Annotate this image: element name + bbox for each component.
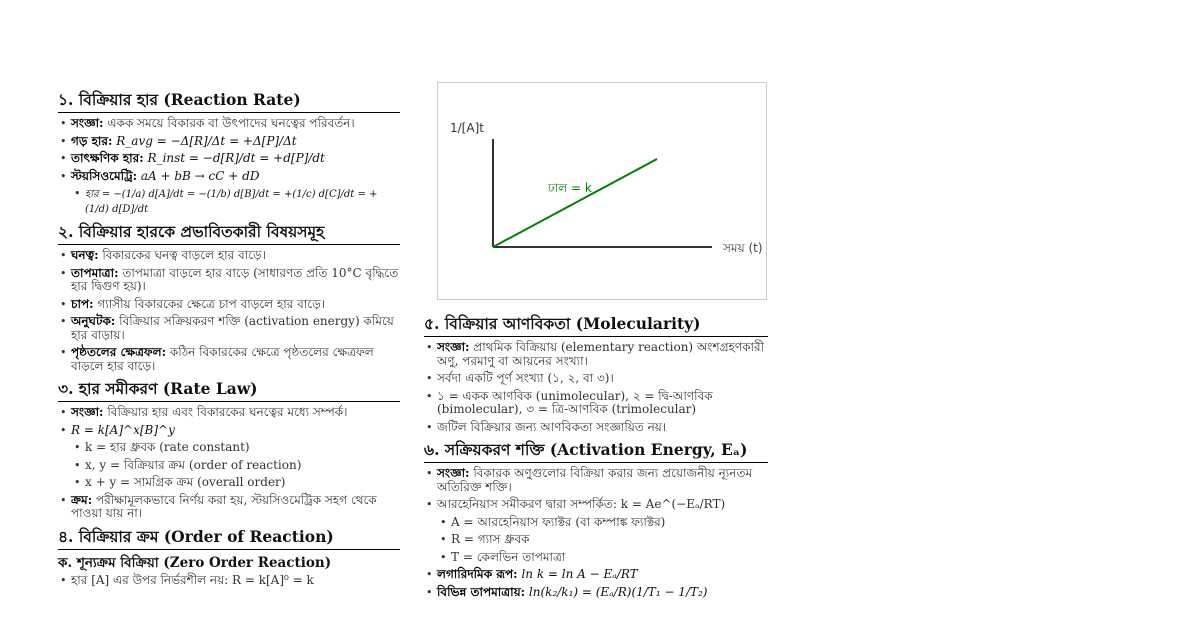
list-item: • সংজ্ঞা: একক সময়ে বিকারক বা উৎপাদের ঘনত্বের পরিবর্তন। [58,117,400,131]
list-item: • ক্রম: পরীক্ষামূলকভাবে নির্ণয় করা হয়, স্টয়সিওমেট্রিক সহগ থেকে পাওয়া যায় না। [58,494,400,521]
list-item: • সংজ্ঞা: বিক্রিয়ার হার এবং বিকারকের ঘনত্বের মধ্যে সম্পর্ক। [58,406,400,420]
y-axis-label: 1/[A]t [450,121,484,135]
section-title: ১. বিক্রিয়ার হার (Reaction Rate) [58,90,400,113]
section-title: ৫. বিক্রিয়ার আণবিকতা (Molecularity) [424,314,768,337]
section-title: ২. বিক্রিয়ার হারকে প্রভাবিতকারী বিষয়সমূহ [58,222,400,245]
bullet-list [58,117,400,216]
section-molecularity [424,314,768,434]
list-item: • লগারিদমিক রূপ: ln k = ln A − Eₐ/RT [424,568,768,582]
list-item: • অনুঘটক: বিক্রিয়ার সক্রিয়করণ শক্তি (activation energy) কমিয়ে হার বাড়ায়। [58,315,400,342]
section-title: ৪. বিক্রিয়ার ক্রম (Order of Reaction) [58,527,400,550]
subsection-title: ক. শূন্যক্রম বিক্রিয়া (Zero Order Reaction) [58,554,332,571]
list-item: • x, y = বিক্রিয়ার ক্রম (order of reaction) [72,459,400,473]
section-rate-factors [58,222,400,373]
x-axis-label: সময় (t) [723,241,763,255]
list-item: • চাপ: গ্যাসীয় বিকারকের ক্ষেত্রে চাপ বাড়লে হার বাড়ে। [58,298,400,312]
bullet-list [424,467,768,599]
list-item: • গড় হার: R_avg = −Δ[R]/Δt = +Δ[P]/Δt [58,135,400,149]
list-item: • স্টয়সিওমেট্রি: aA + bB → cC + dD [58,170,400,184]
list-item: • হার [A] এর উপর নির্ভরশীল নয়: R = k[A]⁰ = k [58,574,400,588]
section-title: ৩. হার সমীকরণ (Rate Law) [58,379,400,402]
list-item: • তাপমাত্রা: তাপমাত্রা বাড়লে হার বাড়ে (সাধারণত প্রতি 10°C বৃদ্ধিতে হার দ্বিগুণ হয়)। [58,267,400,294]
list-item: • ঘনত্ব: বিকারকের ঘনত্ব বাড়লে হার বাড়ে। [58,249,400,263]
list-item: • R = k[A]^x[B]^y [58,424,400,438]
section-title: ৬. সক্রিয়করণ শক্তি (Activation Energy, Eₐ) [424,440,768,463]
section-order [58,527,400,588]
second-order-graph [437,82,767,300]
list-item: • পৃষ্ঠতলের ক্ষেত্রফল: কঠিন বিকারকের ক্ষেত্রে পৃষ্ঠতলের ক্ষেত্রফল বাড়লে হার বাড়ে। [58,346,400,373]
list-item: • সংজ্ঞা: বিকারক অণুগুলোর বিক্রিয়া করার জন্য প্রয়োজনীয় ন্যূনতম অতিরিক্ত শক্তি। [424,467,768,494]
left-column [58,90,400,593]
bullet-list [424,341,768,434]
rate-line [493,159,657,247]
list-item: • ১ = একক আণবিক (unimolecular), ২ = দ্বি-আণবিক (bimolecular), ৩ = ত্রি-আণবিক (trimolecular) [424,390,768,417]
list-item: • সর্বদা একটি পূর্ণ সংখ্যা (১, ২, বা ৩)। [424,372,768,386]
list-item: • k = হার ধ্রুবক (rate constant) [72,441,400,455]
list-item: • হার = −(1/a) d[A]/dt = −(1/b) d[B]/dt = +(1/c) d[C]/dt = +(1/d) d[D]/dt [72,187,400,216]
section-rate-law [58,379,400,521]
list-item: • R = গ্যাস ধ্রুবক [438,533,768,547]
list-item: • আরহেনিয়াস সমীকরণ দ্বারা সম্পর্কিত: k = Ae^(−Eₐ/RT) [424,498,768,512]
list-item: • জটিল বিক্রিয়ার জন্য আণবিকতা সংজ্ঞায়িত নয়। [424,421,768,435]
bullet-list [58,249,400,373]
list-item: • A = আরহেনিয়াস ফ্যাক্টর (বা কম্পাঙ্ক ফ্যাক্টর) [438,516,768,530]
section-activation-energy [424,440,768,599]
bullet-list [58,574,400,588]
slope-label: ঢাল = k [548,181,592,195]
graph-svg [438,83,768,301]
section-reaction-rate [58,90,400,216]
right-column [424,314,768,605]
list-item: • বিভিন্ন তাপমাত্রায়: ln(k₂/k₁) = (Eₐ/R)(1/T₁ − 1/T₂) [424,586,768,600]
list-item: • তাৎক্ষণিক হার: R_inst = −d[R]/dt = +d[P]/dt [58,152,400,166]
list-item: • x + y = সামগ্রিক ক্রম (overall order) [72,476,400,490]
list-item: • T = কেলভিন তাপমাত্রা [438,551,768,565]
list-item: • সংজ্ঞা: প্রাথমিক বিক্রিয়ায় (elementary reaction) অংশগ্রহণকারী অণু, পরমাণু বা আয়নের সংখ্যা। [424,341,768,368]
bullet-list [58,406,400,521]
